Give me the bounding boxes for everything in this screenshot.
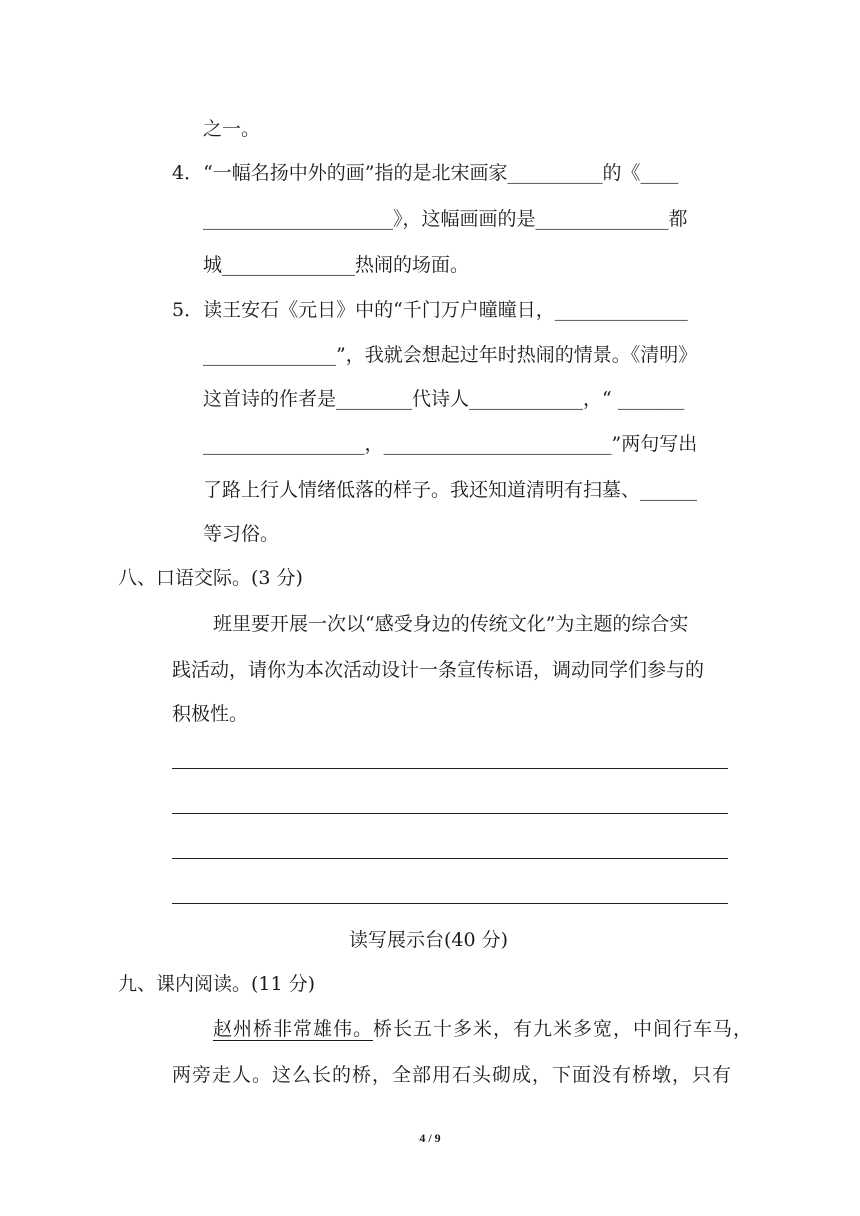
question-5-line-3: 这首诗的作者是________代诗人____________，“ _______	[203, 388, 685, 410]
question-5-line-6: 等习俗。	[203, 523, 280, 545]
reading-passage-line-1	[213, 1017, 753, 1041]
reading-passage-line-2: 两旁走人。这么长的桥，全部用石头砌成，下面没有桥墩，只有	[172, 1064, 733, 1086]
question-5-line-1: 5．读王安石《元日》中的“千门万户曈曈日，______________	[172, 299, 688, 321]
part-title: 读写展示台(40 分)	[349, 929, 509, 951]
question-4-line-2: ____________________》，这幅画画的是______________都	[203, 208, 688, 230]
question-4-line-1: 4．“一幅名扬中外的画”指的是北宋画家__________的《____	[172, 162, 679, 184]
question-5-line-2: ______________”，我就会想起过年时热闹的情景。《清明》	[203, 344, 698, 366]
passage-text: 桥长五十多米，有九米多宽，中间行车马，	[373, 1018, 754, 1040]
underlined-sentence: 赵州桥非常雄伟。	[213, 1018, 374, 1040]
section-8-paragraph-line-1: 班里要开展一次以“感受身边的传统文化”为主题的综合实	[213, 613, 689, 635]
answer-line-2[interactable]	[172, 813, 728, 814]
section-8-paragraph-line-3: 积极性。	[172, 703, 249, 725]
question-5-line-5: 了路上行人情绪低落的样子。我还知道清明有扫墓、______	[203, 479, 698, 501]
section-9-heading: 九、课内阅读。(11 分)	[118, 973, 316, 995]
answer-line-4[interactable]	[172, 903, 728, 904]
section-8-heading: 八、口语交际。(3 分)	[118, 567, 303, 589]
question-4-line-3: 城______________热闹的场面。	[203, 254, 470, 276]
question-5-line-4: _________________，________________________”两句写出	[203, 433, 698, 455]
answer-line-3[interactable]	[172, 858, 728, 859]
text-line: 之一。	[203, 118, 261, 140]
page-number: 4 / 9	[419, 1131, 441, 1145]
section-8-paragraph-line-2: 践活动，请你为本次活动设计一条宣传标语，调动同学们参与的	[172, 659, 705, 681]
answer-line-1[interactable]	[172, 768, 728, 769]
